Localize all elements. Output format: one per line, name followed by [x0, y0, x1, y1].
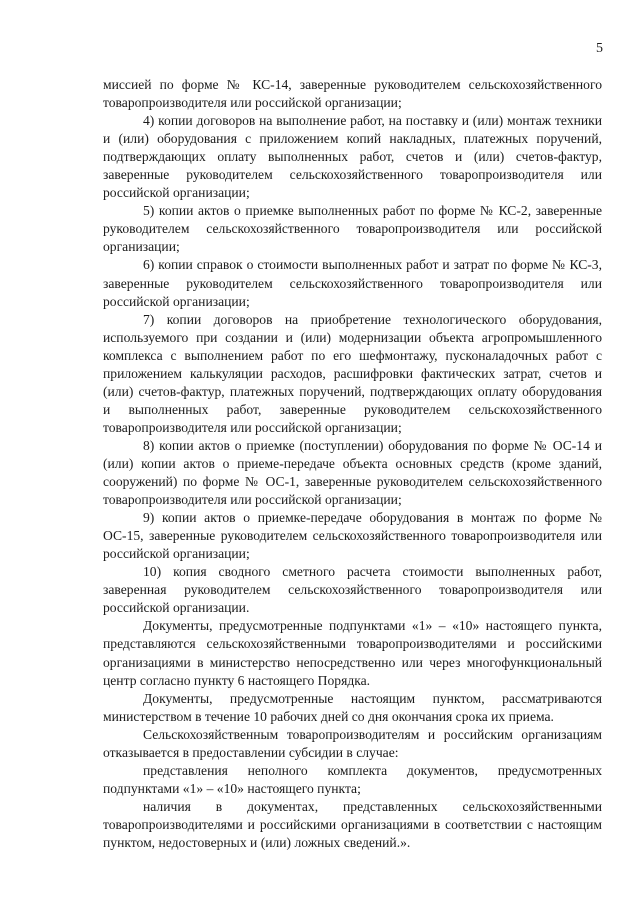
paragraph-refusal-incomplete: представления неполного комплекта документов, предусмотренных подпунктами «1» – «10» настоящего пункта;: [103, 762, 602, 796]
scan-artifact: [296, 0, 336, 6]
paragraph-refusal-false-info: наличия в документах, представленных сельскохозяйственными товаропроизводителями и российскими организациями в соответствии с настоящим пунктом, недостоверных и (или) ложных сведений.».: [103, 798, 602, 850]
paragraph-continuation: миссией по форме № КС-14, заверенные руководителем сельскохозяйственного товаропроизводителя или российской организации;: [103, 77, 602, 111]
paragraph-item-8: 8) копии актов о приемке (поступлении) оборудования по форме № ОС-14 и (или) копии актов о приеме-передаче объекта основных средств (кроме зданий, сооружений) по форме № ОС-1, заверенные руководителем сельскохозяйственного товаропроизводителя или российской организации;: [103, 437, 602, 508]
paragraph-item-10: 10) копия сводного сметного расчета стоимости выполненных работ, заверенная руководителем сельскохозяйственного товаропроизводителя или российской организации.: [103, 564, 602, 616]
page-number: 5: [596, 41, 603, 56]
paragraph-item-5: 5) копии актов о приемке выполненных работ по форме № КС-2, заверенные руководителем сельскохозяйственного товаропроизводителя или российской организации;: [103, 203, 602, 255]
paragraph-item-6: 6) копии справок о стоимости выполненных работ и затрат по форме № КС-3, заверенные руководителем сельскохозяйственного товаропроизводителя или российской организации;: [103, 257, 602, 309]
paragraph-refusal-intro: Сельскохозяйственным товаропроизводителям и российским организациям отказывается в предоставлении субсидии в случае:: [103, 726, 602, 760]
paragraph-submission: Документы, предусмотренные подпунктами «1» – «10» настоящего пункта, представляются сельскохозяйственными товаропроизводителями и российскими организациями в министерство непосредственно или через многофункциональный центр согласно пункту 6 настоящего Порядка.: [103, 618, 602, 688]
paragraph-review: Документы, предусмотренные настоящим пунктом, рассматриваются министерством в течение 10 рабочих дней со дня окончания срока их приема.: [103, 690, 602, 724]
document-body: [103, 76, 602, 852]
paragraph-item-7: 7) копии договоров на приобретение технологического оборудования, используемого при создании и (или) модернизации объекта агропромышленного комплекса с выполнением работ по его шефмонтажу, пусконаладочных работ с приложением калькуляции расходов, расшифровки фактических затрат, счетов и (или) счетов-фактур, платежных поручений, подтверждающих оплату оборудования и выполненных работ, заверенные руководителем сельскохозяйственного товаропроизводителя или российской организации;: [103, 311, 602, 435]
paragraph-item-4: 4) копии договоров на выполнение работ, на поставку и (или) монтаж техники и (или) оборудования с приложением копий накладных, платежных поручений, подтверждающих оплату выполненных работ, счетов и (или) счетов-фактур, заверенные руководителем сельскохозяйственного товаропроизводителя или российской организации;: [103, 113, 602, 201]
paragraph-item-9: 9) копии актов о приемке-передаче оборудования в монтаж по форме № ОС-15, заверенные руководителем сельскохозяйственного товаропроизводителя или российской организации;: [103, 510, 602, 562]
